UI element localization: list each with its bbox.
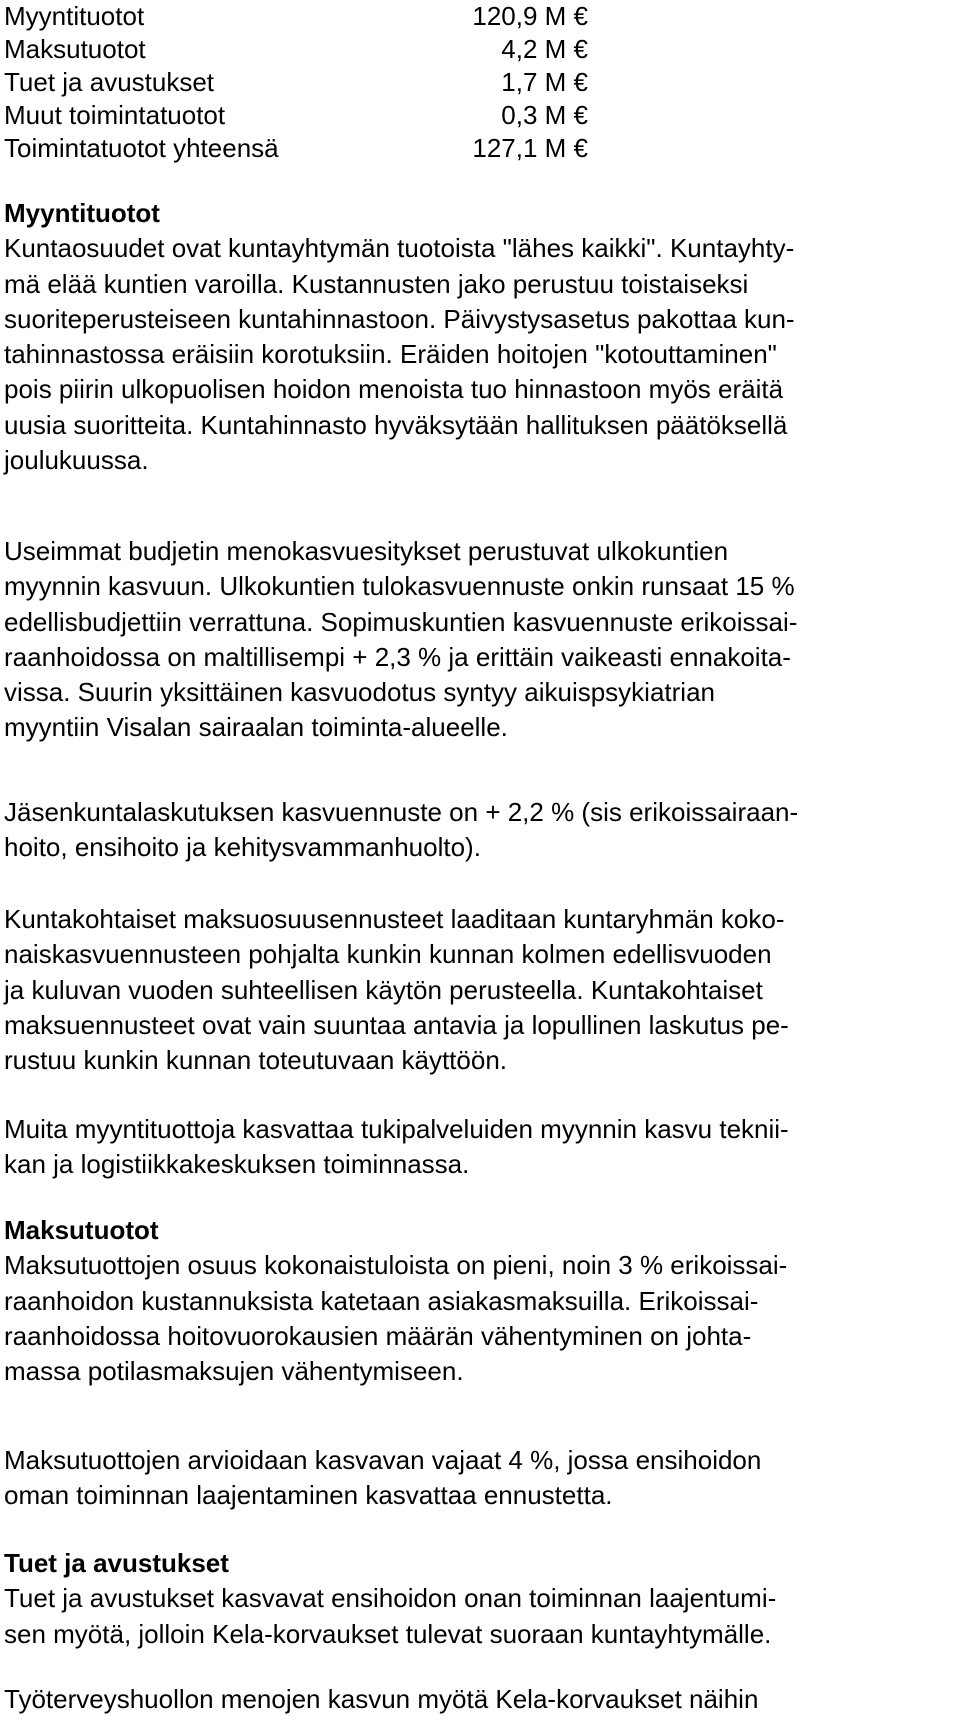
summary-value: 4,2 M € [501,34,588,64]
paragraph [4,795,952,866]
paragraph-line: Tuet ja avustukset kasvavat ensihoidon onan toiminnan laajentumi- [4,1583,777,1614]
summary-label: Tuet ja avustukset [4,67,215,97]
summary-value: 120,9 M € [472,1,588,31]
section-maksutuotot [4,1213,952,1389]
paragraph [4,1112,952,1183]
paragraph-line: hoito, ensihoito ja kehitysvammanhuolto). [4,832,481,863]
paragraph-line: uusia suoritteita. Kuntahinnasto hyväksytään hallituksen päätöksellä [4,409,788,440]
paragraph-line: sen myötä, jolloin Kela-korvaukset tulevat suoraan kuntayhtymälle. [4,1618,772,1649]
summary-value: 1,7 M € [501,67,588,97]
paragraph-line: myyntiin Visalan sairaalan toiminta-alueelle. [4,712,508,743]
paragraph-line: massa potilasmaksujen vähentymiseen. [4,1356,464,1387]
paragraph-line: Työterveyshuollon menojen kasvun myötä Kela-korvaukset näihin [4,1684,759,1714]
paragraph-line: raanhoidossa on maltillisempi + 2,3 % ja erittäin vaikeasti ennakoita- [4,641,791,672]
income-summary-table [4,0,956,165]
paragraph-line: oman toiminnan laajentaminen kasvattaa ennustetta. [4,1480,613,1511]
paragraph [4,902,952,1078]
summary-label: Maksutuotot [4,34,146,64]
paragraph-line: tahinnastossa eräisiin korotuksiin. Eräiden hoitojen "kotouttaminen" [4,339,777,370]
paragraph-line: joulukuussa. [4,445,149,476]
paragraph [4,1443,952,1514]
summary-row [4,99,956,132]
paragraph-line: raanhoidon kustannuksista katetaan asiakasmaksuilla. Erikoissai- [4,1285,759,1316]
paragraph-line: edellisbudjettiin verrattuna. Sopimuskuntien kasvuennuste erikoissai- [4,606,798,637]
paragraph-line: ja kuluvan vuoden suhteellisen käytön perusteella. Kuntakohtaiset [4,974,763,1005]
summary-total-row [4,132,956,165]
paragraph-line: maksuennusteet ovat vain suuntaa antavia ja lopullinen laskutus pe- [4,1009,789,1040]
document-page [4,0,956,1714]
summary-label: Toimintatuotot yhteensä [4,133,279,163]
section-myyntituotot [4,196,952,478]
paragraph [4,534,952,746]
summary-label: Muut toimintatuotot [4,100,226,130]
paragraph-line: naiskasvuennusteen pohjalta kunkin kunnan kolmen edellisvuoden [4,939,772,970]
section-heading: Tuet ja avustukset [4,1548,229,1578]
section-heading: Myyntituotot [4,198,160,228]
paragraph-line: kan ja logistiikkakeskuksen toiminnassa. [4,1149,470,1180]
paragraph-line: mä elää kuntien varoilla. Kustannusten jako perustuu toistaiseksi [4,268,749,299]
summary-row [4,33,956,66]
paragraph-line: Kuntaosuudet ovat kuntayhtymän tuotoista "lähes kaikki". Kuntayhty- [4,233,795,264]
paragraph [4,1682,952,1717]
paragraph-line: suoriteperusteiseen kuntahinnastoon. Päivystysasetus pakottaa kun- [4,303,795,334]
paragraph-line: Muita myyntituottoja kasvattaa tukipalveluiden myynnin kasvu teknii- [4,1114,789,1144]
paragraph-line: pois piirin ulkopuolisen hoidon menoista tuo hinnastoon myös eräitä [4,374,784,405]
paragraph-line: raanhoidossa hoitovuorokausien määrän vähentyminen on johta- [4,1320,752,1351]
summary-row [4,0,956,33]
section-heading: Maksutuotot [4,1215,159,1245]
paragraph-line: myynnin kasvuun. Ulkokuntien tulokasvuennuste onkin runsaat 15 % [4,571,795,602]
paragraph-line: Useimmat budjetin menokasvuesitykset perustuvat ulkokuntien [4,536,729,566]
section-tuet-ja-avustukset [4,1546,952,1652]
summary-label: Myyntituotot [4,1,145,31]
paragraph-line: Maksutuottojen arvioidaan kasvavan vajaat 4 %, jossa ensihoidon [4,1445,762,1475]
summary-row [4,66,956,99]
paragraph-line: vissa. Suurin yksittäinen kasvuodotus syntyy aikuispsykiatrian [4,677,715,708]
summary-value: 0,3 M € [501,100,588,130]
paragraph-line: Jäsenkuntalaskutuksen kasvuennuste on + 2,2 % (sis erikoissairaan- [4,797,799,827]
paragraph-line: Maksutuottojen osuus kokonaistuloista on pieni, noin 3 % erikoissai- [4,1250,788,1281]
paragraph-line: rustuu kunkin kunnan toteutuvaan käyttöön. [4,1045,508,1076]
paragraph-line: Kuntakohtaiset maksuosuusennusteet laaditaan kuntaryhmän koko- [4,904,785,934]
summary-value: 127,1 M € [472,133,588,163]
